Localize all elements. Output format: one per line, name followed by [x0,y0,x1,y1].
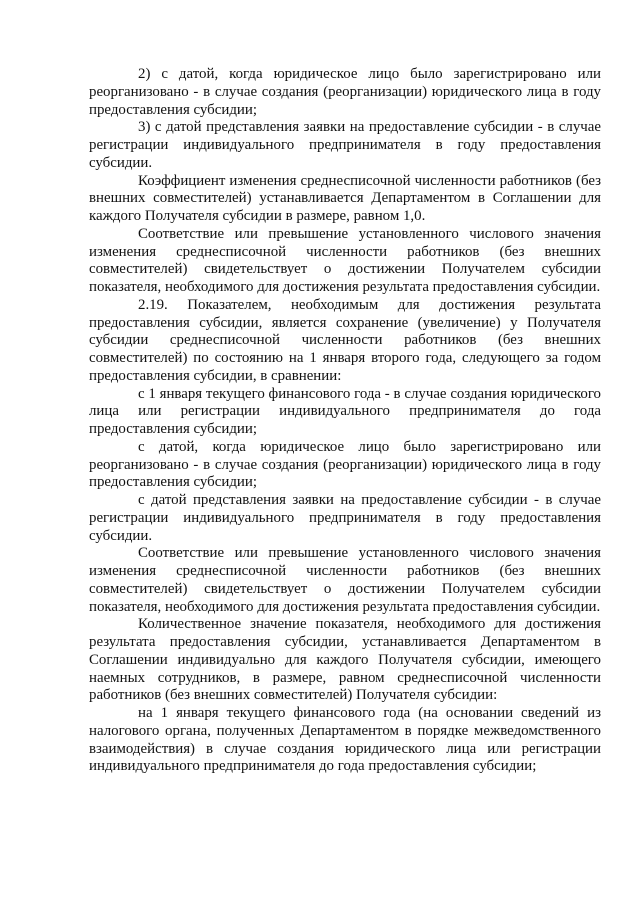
paragraph-item-2-reorganization: 2) с датой, когда юридическое лицо было зарегистрировано или реорганизовано - в случае создания (реорганизации) юридического лица в году предоставления субсидии; [89,66,601,118]
paragraph-compliance-1: Соответствие или превышение установленного числового значения изменения среднесписочной численности работников (без внешних совместителей) свидетельствует о достижении Получателем субсидии показателя, необходимого для достижения результата предоставления субсидии. [89,225,601,295]
paragraph-quantitative-value: Количественное значение показателя, необходимого для достижения результата предоставления субсидии, устанавливается Департаментом в Соглашении индивидуально для каждого Получателя субсидии, имеющего наемных сотрудников, в размере, равном среднесписочной численности работников (без внешних совместителей) Получателя субсидии: [89,616,601,704]
document-page [89,66,601,776]
paragraph-from-january-1: с 1 января текущего финансового года - в случае создания юридического лица или регистрации индивидуального предпринимателя до года предоставления субсидии; [89,385,601,437]
paragraph-section-2-19: 2.19. Показателем, необходимым для достижения результата предоставления субсидии, является сохранение (увеличение) у Получателя субсидии среднесписочной численности работников (без внешних совместителей) по состоянию на 1 января второго года, следующего за годом предоставления субсидии, в сравнении: [89,296,601,384]
paragraph-registration-date: с датой, когда юридическое лицо было зарегистрировано или реорганизовано - в случае создания (реорганизации) юридического лица в году предоставления субсидии; [89,438,601,491]
paragraph-coefficient: Коэффициент изменения среднесписочной численности работников (без внешних совместителей) устанавливается Департаментом в Соглашении для каждого Получателя субсидии в размере, равном 1,0. [89,172,601,224]
paragraph-on-january-1: на 1 января текущего финансового года (на основании сведений из налогового органа, полученных Департаментом в порядке межведомственного взаимодействия) в случае создания юридического лица или регистрации индивидуального предпринимателя до года предоставления субсидии; [89,705,601,775]
paragraph-compliance-2: Соответствие или превышение установленного числового значения изменения среднесписочной численности работников (без внешних совместителей) свидетельствует о достижении Получателем субсидии показателя, необходимого для достижения результата предоставления субсидии. [89,545,601,615]
paragraph-application-date: с датой представления заявки на предоставление субсидии - в случае регистрации индивидуального предпринимателя в году предоставления субсидии. [89,492,601,544]
paragraph-item-3-application-date: 3) с датой представления заявки на предоставление субсидии - в случае регистрации индивидуального предпринимателя в году предоставления субсидии. [89,119,601,171]
